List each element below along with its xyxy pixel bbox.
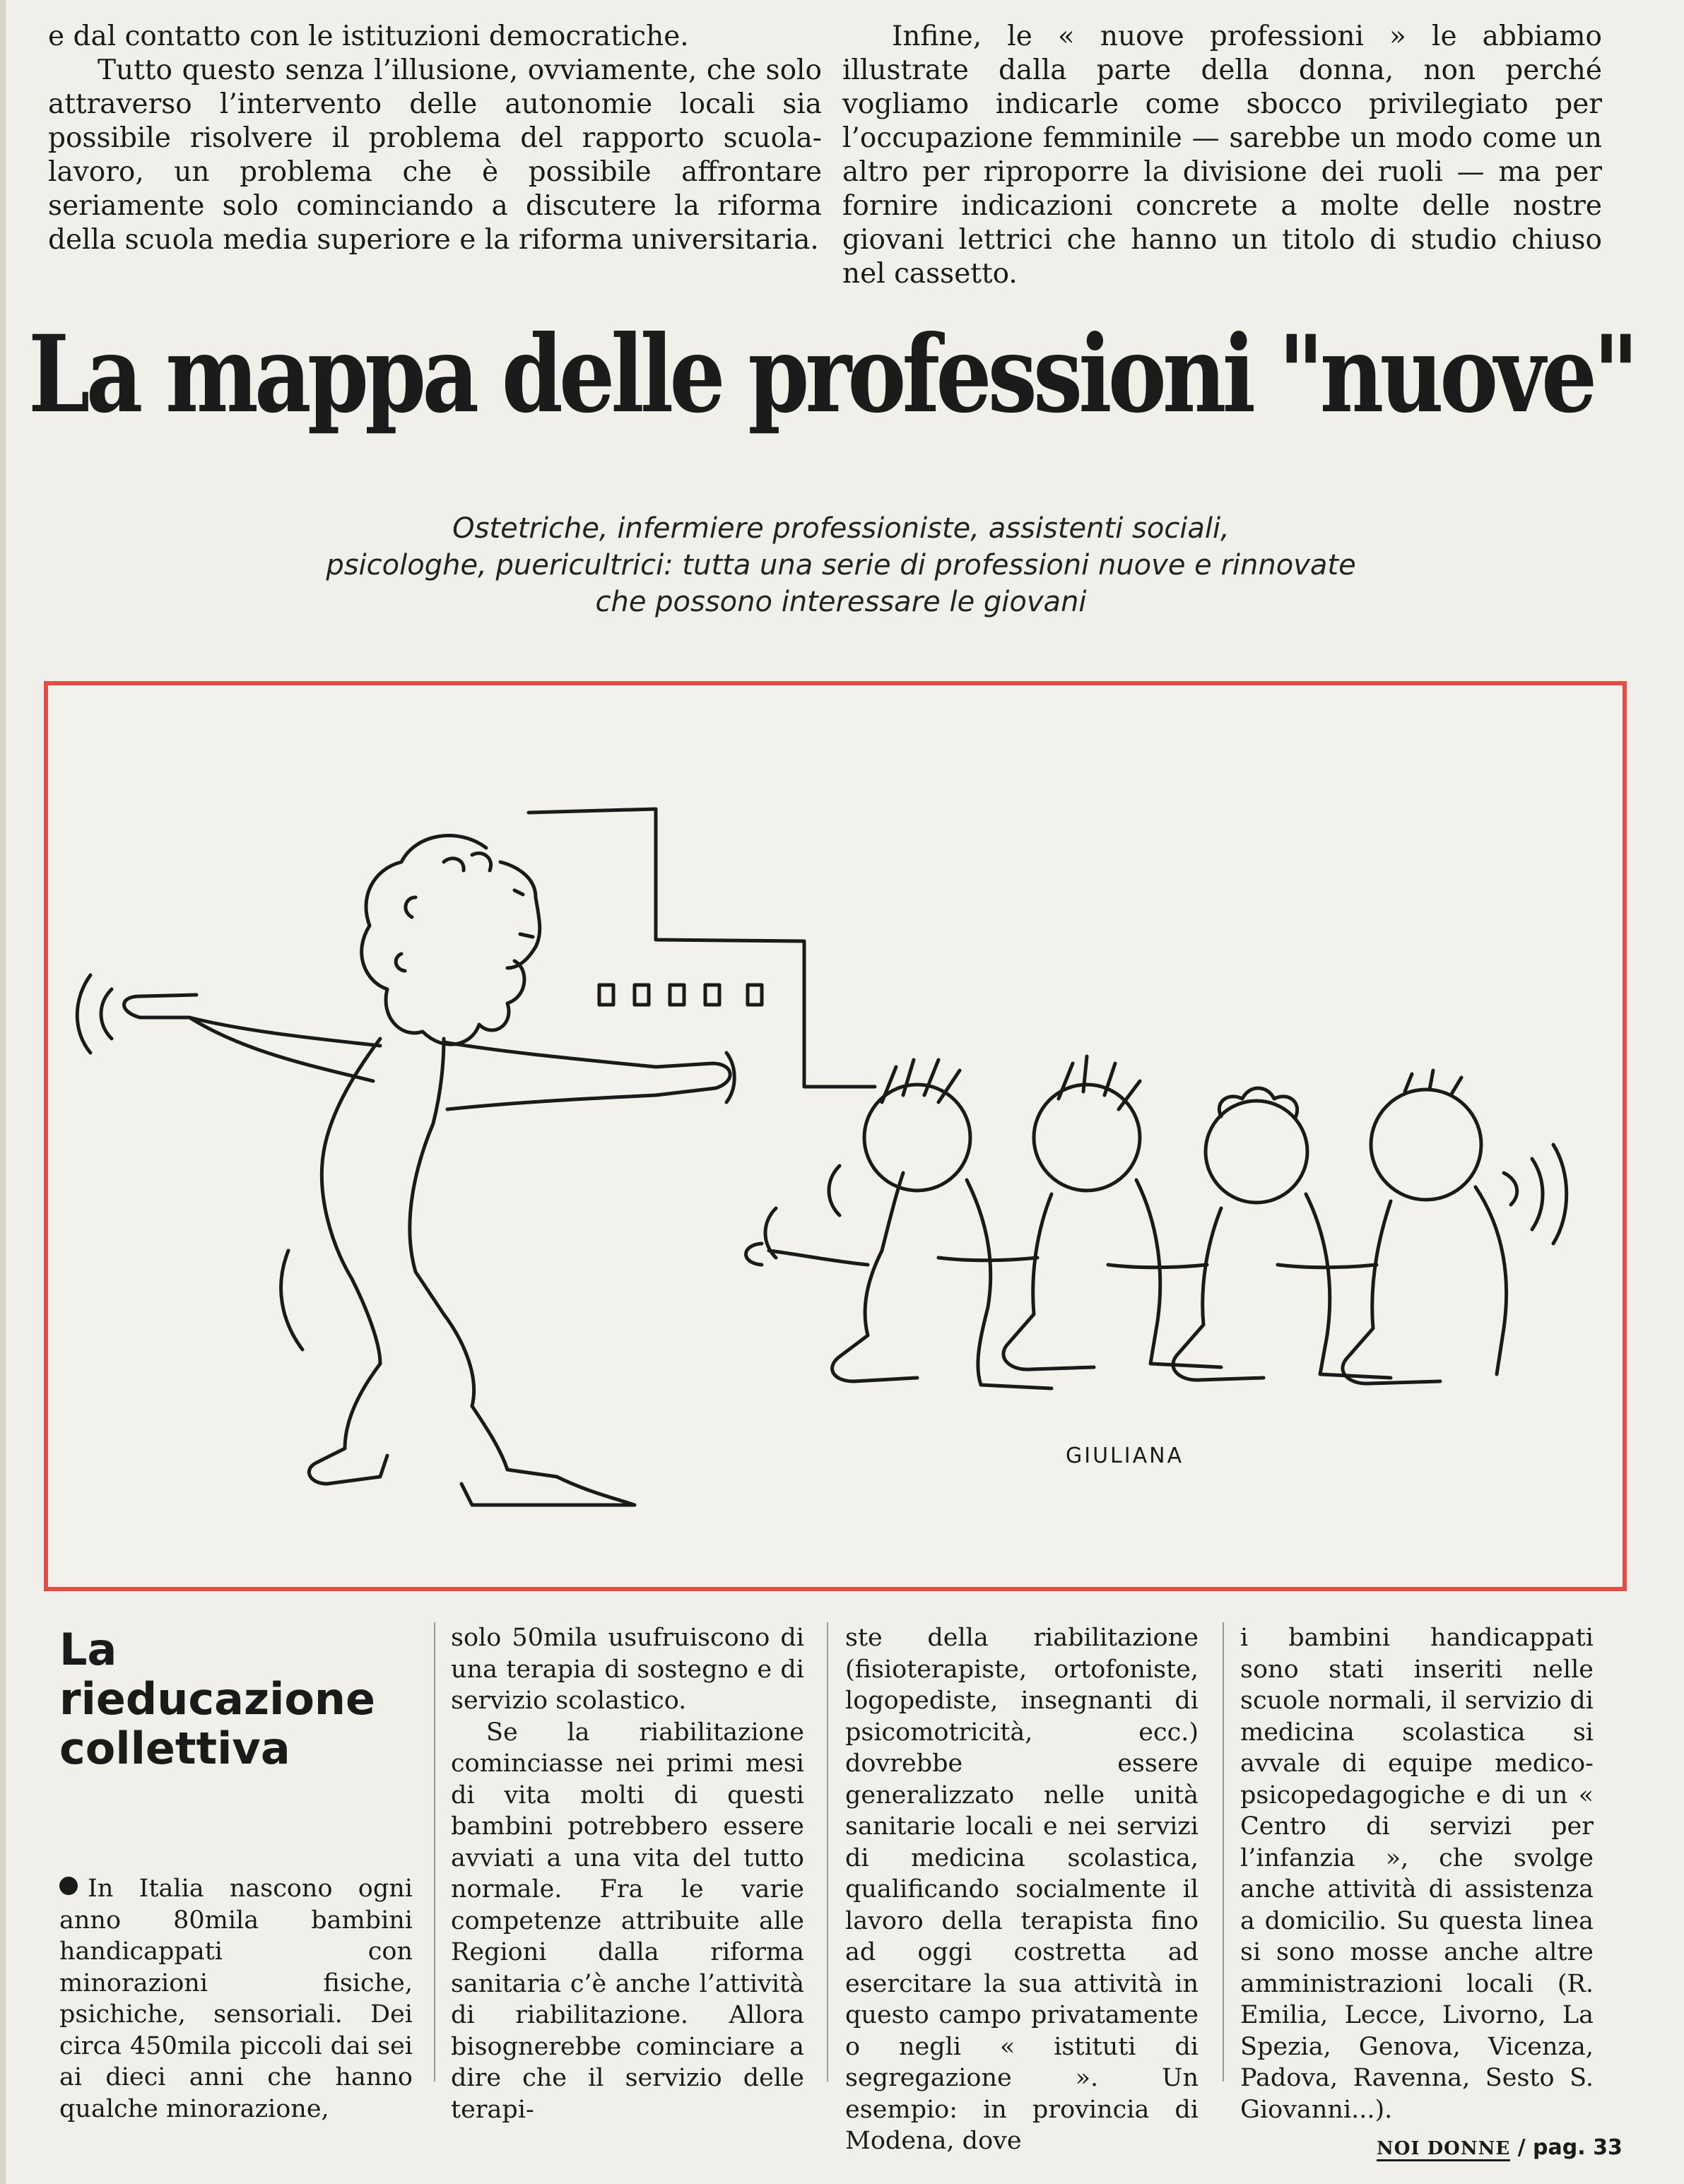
building-outline xyxy=(529,809,875,1087)
building-window xyxy=(635,985,649,1005)
subtitle-line: psicologhe, puericultrici: tutta una serie di professioni nuove e rinnovate xyxy=(326,549,1356,582)
paragraph: Tutto questo senza l’illusione, ovviamente, che solo attraverso l’intervento delle autonomie locali sia possibile risolvere il problema del rapporto scuola-lavoro, un problema che è possibile affrontare seriamente solo cominciando a discutere la riforma della scuola media superiore e la riforma universitaria. xyxy=(48,54,822,256)
paragraph: ste della riabilitazione (fisioterapiste, ortofoniste, logopediste, insegnanti di psicomotricità, ecc.) dovrebbe essere generalizzato nelle unità sanitarie locali e nei servizi di medicina scolastica, qualificando socialmente il lavoro della terapista fino ad oggi costretta ad esercitare la sua attività in questo campo privatamente o negli « istituti di segregazione ». Un esempio: in provincia di Modena, dove xyxy=(845,1624,1199,2155)
woman-mouth xyxy=(520,934,533,937)
woman-eye xyxy=(514,890,523,895)
woman-leg-left xyxy=(309,1364,387,1484)
woman-body xyxy=(410,1039,474,1406)
bullet-icon xyxy=(59,1877,78,1895)
body-column-1 xyxy=(59,1873,413,2125)
paragraph: Infine, le « nuove professioni » le abbiamo illustrate dalla parte della donna, non perché vogliamo indicarle come sbocco privilegiato per l’occupazione femminile — sarebbe un modo come un altro per riproporre la divisione dei ruoli — ma per fornire indicazioni concrete a molte delle nostre giovani lettrici che hanno un titolo di studio chiuso nel cassetto. xyxy=(842,20,1602,290)
column-rule xyxy=(434,1622,435,2082)
page-footer xyxy=(1377,2132,1631,2164)
building-window xyxy=(599,985,613,1005)
headline: La mappa delle professioni "nuove" xyxy=(28,312,1635,437)
paragraph: e dal contatto con le istituzioni democratiche. xyxy=(48,20,689,52)
paragraph: Se la riabilitazione cominciasse nei primi mesi di vita molti di questi bambini potrebbero essere avviati a una vita del tutto normale. Fra le varie competenze attribuite alle Regioni dalla riforma sanitaria c’è anche l’attività di riabilitazione. Allora bisognerebbe cominciare a dire che il servizio delle terapi- xyxy=(451,1718,804,2124)
building-window xyxy=(748,985,762,1005)
page-number: pag. 33 xyxy=(1533,2135,1623,2160)
woman-hair xyxy=(362,836,524,1045)
top-right-column xyxy=(842,20,1602,291)
building-window xyxy=(705,985,719,1005)
cartoon-illustration xyxy=(48,685,1623,1587)
body-column-4 xyxy=(1240,1622,1594,2125)
child-3 xyxy=(1108,1088,1391,1380)
building-window xyxy=(670,985,684,1005)
page-edge xyxy=(0,0,6,2184)
paragraph: In Italia nascono ogni anno 80mila bambini handicappati con minorazioni fisiche, psichiche, sensoriali. Dei circa 450mila piccoli dai sei ai dieci anni che hanno qualche minorazione, xyxy=(59,1875,413,2123)
woman-face xyxy=(500,862,540,968)
section-title-line: La xyxy=(59,1624,117,1675)
footer-separator: / xyxy=(1517,2135,1526,2160)
section-title-line: collettiva xyxy=(59,1723,290,1774)
woman-hair-curls xyxy=(396,854,490,971)
section-title xyxy=(59,1625,441,1773)
woman-arm-left xyxy=(124,995,381,1046)
section-title-line: rieducazione xyxy=(59,1673,376,1725)
illustration-frame xyxy=(44,681,1627,1591)
column-rule xyxy=(1223,1622,1224,2082)
paragraph: solo 50mila usufruiscono di una terapia di sostegno e di servizio scolastico. xyxy=(451,1624,804,1715)
woman-back xyxy=(322,1039,380,1364)
child-4 xyxy=(1278,1070,1517,1383)
woman-arm-right xyxy=(444,1042,730,1109)
child-1 xyxy=(746,1060,1052,1388)
artist-signature: GIULIANA xyxy=(1066,1444,1184,1468)
woman-arm-left-lower xyxy=(189,1017,373,1081)
paragraph: i bambini handicappati sono stati inseriti nelle scuole normali, il servizio di medicina scolastica si avvale di equipe medico-psicopedagogiche e di un « Centro di servizi per l’infanzia », che svolge anche attività di assistenza a domicilio. Su questa linea si sono mosse anche altre amministrazioni locali (R. Emilia, Lecce, Livorno, La Spezia, Genova, Vicenza, Padova, Ravenna, Sesto S. Giovanni...). xyxy=(1240,1624,1594,2124)
body-column-3 xyxy=(845,1622,1199,2157)
column-rule xyxy=(827,1622,828,2082)
subtitle-line: che possono interessare le giovani xyxy=(595,586,1087,618)
top-left-column xyxy=(48,20,822,257)
subtitle-line: Ostetriche, infermiere professioniste, assistenti sociali, xyxy=(452,512,1230,545)
subtitle xyxy=(141,510,1541,620)
body-column-2 xyxy=(451,1622,804,2125)
woman-leg-right xyxy=(461,1406,635,1505)
magazine-logo: NOI DONNE xyxy=(1377,2138,1510,2161)
